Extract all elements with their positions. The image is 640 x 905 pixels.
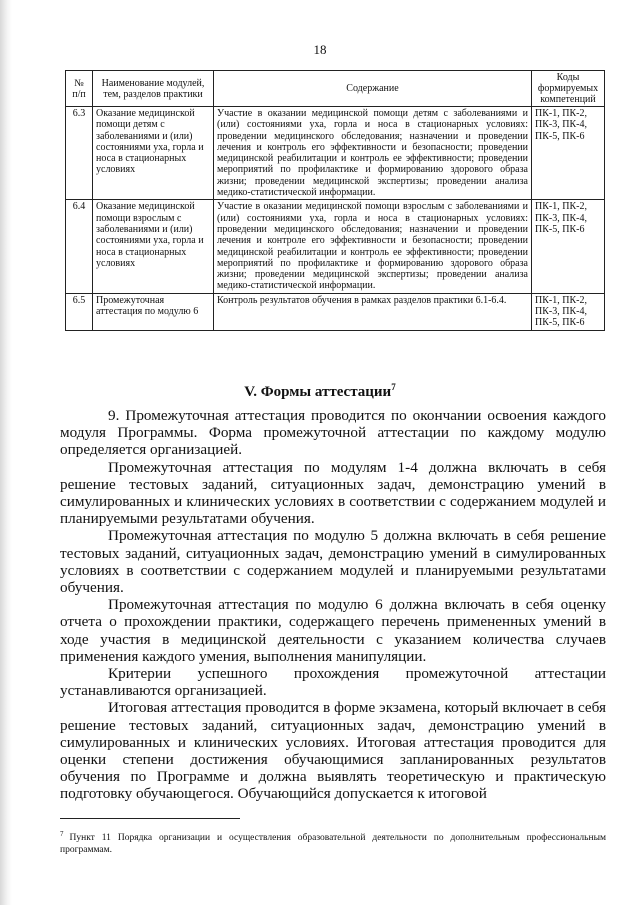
row-num: 6.3 [66, 107, 93, 200]
footnote-text: Пункт 11 Порядка организации и осуществления образовательной деятельности по дополнительным профессиональным программам. [60, 833, 606, 856]
footnote-mark: 7 [60, 830, 64, 838]
section-footnote-mark: 7 [391, 382, 396, 392]
page-number: 18 [313, 42, 327, 57]
paragraph: Итоговая аттестация проводится в форме экзамена, который включает в себя решение тестовых заданий, ситуационных задач, демонстрацию умений в симулированных и клинических условиях. Итоговая аттестация проводится для оценки степени достижения обучающимися запланированных результатов обучения по Программе и должна выявлять теоретическую и практическую подготовку обучающегося. Обучающийся допускается к итоговой [60, 699, 606, 803]
section-title: V. Формы аттестации [244, 384, 392, 400]
header-num: № п/п [66, 71, 93, 107]
scan-edge [0, 0, 12, 905]
header-content: Содержание [214, 71, 532, 107]
header-codes: Коды формируемых компетенций [532, 71, 605, 107]
section-heading [0, 382, 640, 401]
body-text [60, 407, 606, 803]
row-content: Контроль результатов обучения в рамках разделов практики 6.1-6.4. [214, 293, 532, 330]
paragraph: Промежуточная аттестация по модулю 6 должна включать в себя оценку отчета о прохождении практики, содержащего перечень примененных умений в ходе участия в медицинской деятельности с указанием количества случаев применения каждого умения, выполнения манипуляции. [60, 596, 606, 665]
paragraph: Критерии успешного прохождения промежуточной аттестации устанавливаются организацией. [60, 665, 606, 700]
row-num: 6.4 [66, 200, 93, 293]
paragraph: Промежуточная аттестация по модулю 5 должна включать в себя решение тестовых заданий, ситуационных задач, демонстрацию умений в симулированных условиях в соответствии с содержанием модулей и планируемыми результатами обучения. [60, 527, 606, 597]
table-row [66, 107, 605, 200]
table-row [66, 200, 605, 293]
row-name: Оказание медицинской помощи детям с заболеваниями и (или) состояниями уха, горла и носа в стационарных условиях [93, 107, 214, 200]
header-name: Наименование модулей, тем, разделов практики [93, 71, 214, 107]
row-name: Промежуточная аттестация по модулю 6 [93, 293, 214, 330]
row-codes: ПК-1, ПК-2, ПК-3, ПК-4, ПК-5, ПК-6 [532, 200, 605, 293]
footnote-divider [60, 818, 240, 819]
paragraph: Промежуточная аттестация по модулям 1-4 должна включать в себя решение тестовых заданий, ситуационных задач, демонстрацию умений в симулированных и клинических условиях в соответствии с содержанием модулей и планируемыми результатами обучения. [60, 458, 606, 528]
row-codes: ПК-1, ПК-2, ПК-3, ПК-4, ПК-5, ПК-6 [532, 293, 605, 330]
table-row [66, 293, 605, 330]
row-content: Участие в оказании медицинской помощи взрослым с заболеваниями и (или) состояниями уха, горла и носа в стационарных условиях: проведении медицинского обследования; назначении и проведении лечения и контроле его эффективности и безопасности; проведении медицинской реабилитации и контроль ее эффективности; проведении мероприятий по профилактике и формированию здорового образа жизни; проведении медицинской экспертизы; проведении анализа медико-статистической информации. [214, 200, 532, 293]
paragraph: 9. Промежуточная аттестация проводится по окончании освоения каждого модуля Программы. Форма промежуточной аттестации по каждому модулю определяется организацией. [60, 407, 606, 459]
row-content: Участие в оказании медицинской помощи детям с заболеваниями и (или) состояниями уха, горла и носа в стационарных условиях: проведении медицинского обследования; назначении и проведении лечения и контроль его эффективности и безопасности; проведении медицинской реабилитации и контроль ее эффективности; проведении мероприятий по профилактике и формированию здорового образа жизни; проведении медицинской экспертизы; проведении анализа медико-статистической информации. [214, 107, 532, 200]
row-name: Оказание медицинской помощи взрослым с заболеваниями и (или) состояниями уха, горла и носа в стационарных условиях [93, 200, 214, 293]
row-codes: ПК-1, ПК-2, ПК-3, ПК-4, ПК-5, ПК-6 [532, 107, 605, 200]
footnote [60, 828, 606, 856]
practice-table [65, 70, 605, 331]
row-num: 6.5 [66, 293, 93, 330]
table-header-row [66, 71, 605, 107]
